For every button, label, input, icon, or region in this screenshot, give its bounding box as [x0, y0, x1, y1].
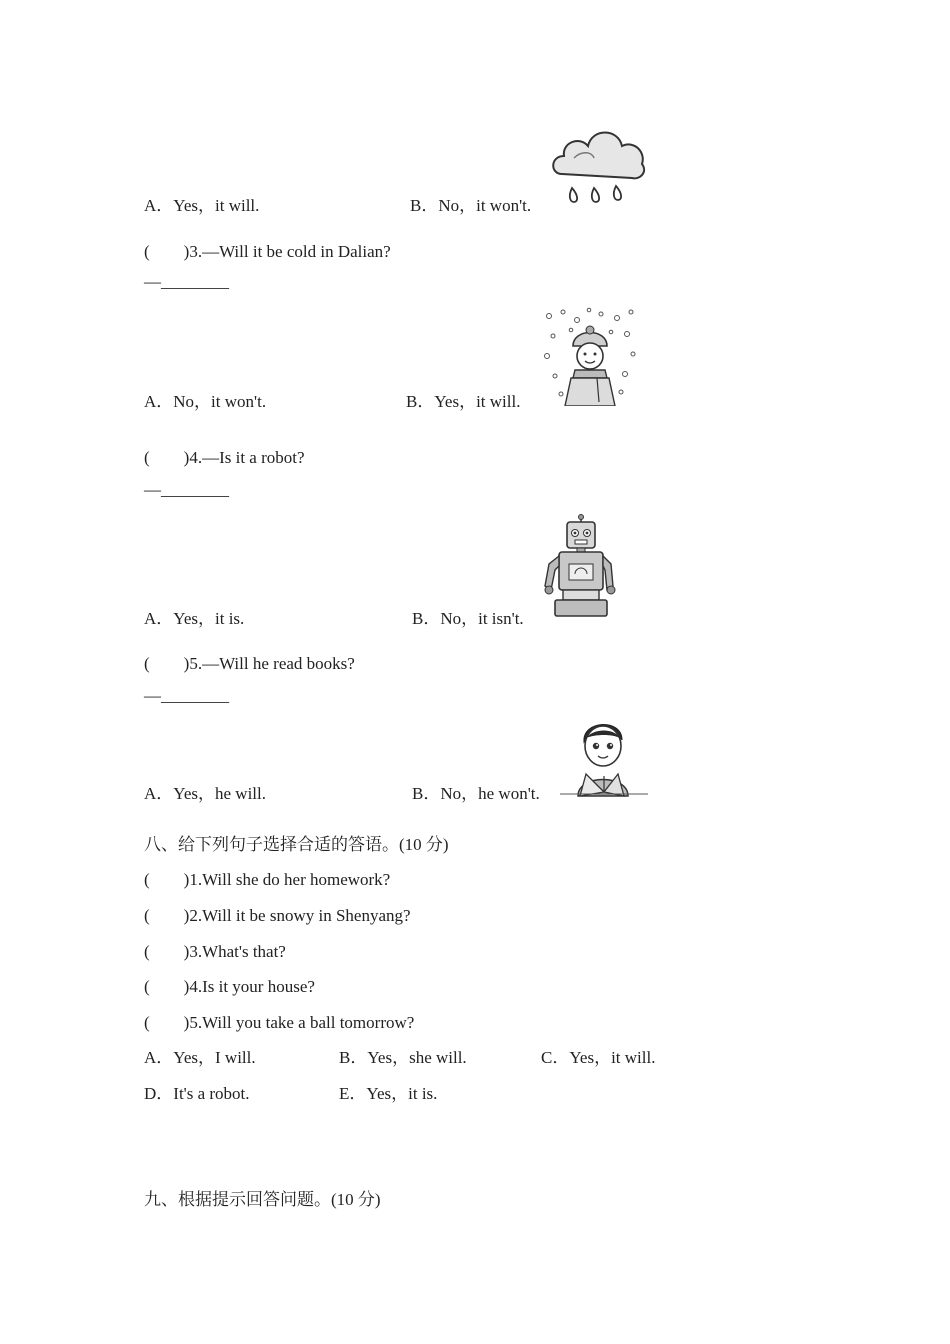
- section8-answer: B．Yes，she will.: [339, 1048, 467, 1067]
- q4-option-a: A．Yes，it is.: [144, 609, 245, 628]
- section8-answer: C．Yes，it will.: [541, 1048, 656, 1067]
- q2-option-b: B．No，it won't.: [410, 196, 532, 215]
- section8-question: ( )1.Will she do her homework?: [144, 870, 391, 889]
- q5-option-b: B．No，he won't.: [412, 784, 540, 803]
- robot-icon: [541, 514, 623, 620]
- q4-answer-blank: —________: [144, 480, 229, 499]
- q3-answer-blank: —________: [144, 272, 229, 291]
- section8-question: ( )4.Is it your house?: [144, 977, 315, 996]
- q5-answer-blank: —________: [144, 686, 229, 705]
- q5-question: ( )5.—Will he read books?: [144, 654, 355, 673]
- q4-option-b: B．No，it isn't.: [412, 609, 524, 628]
- q5-option-a: A．Yes，he will.: [144, 784, 267, 803]
- q3-option-a: A．No，it won't.: [144, 392, 267, 411]
- section8-answer: A．Yes，I will.: [144, 1048, 256, 1067]
- q3-option-b: B．Yes，it will.: [406, 392, 521, 411]
- section8-heading: 八、给下列句子选择合适的答语。(10 分): [144, 835, 449, 854]
- boy-reading-icon: [560, 714, 648, 798]
- section8-question: ( )3.What's that?: [144, 942, 286, 961]
- rain-cloud-icon: [548, 124, 648, 210]
- snowy-child-icon: [541, 306, 639, 406]
- section8-answer: E．Yes，it is.: [339, 1084, 438, 1103]
- q3-question: ( )3.—Will it be cold in Dalian?: [144, 242, 391, 261]
- q4-question: ( )4.—Is it a robot?: [144, 448, 305, 467]
- section9-heading: 九、根据提示回答问题。(10 分): [144, 1190, 381, 1209]
- q2-option-a: A．Yes，it will.: [144, 196, 260, 215]
- section8-answer: D．It's a robot.: [144, 1084, 250, 1103]
- section8-question: ( )5.Will you take a ball tomorrow?: [144, 1013, 415, 1032]
- section8-question: ( )2.Will it be snowy in Shenyang?: [144, 906, 411, 925]
